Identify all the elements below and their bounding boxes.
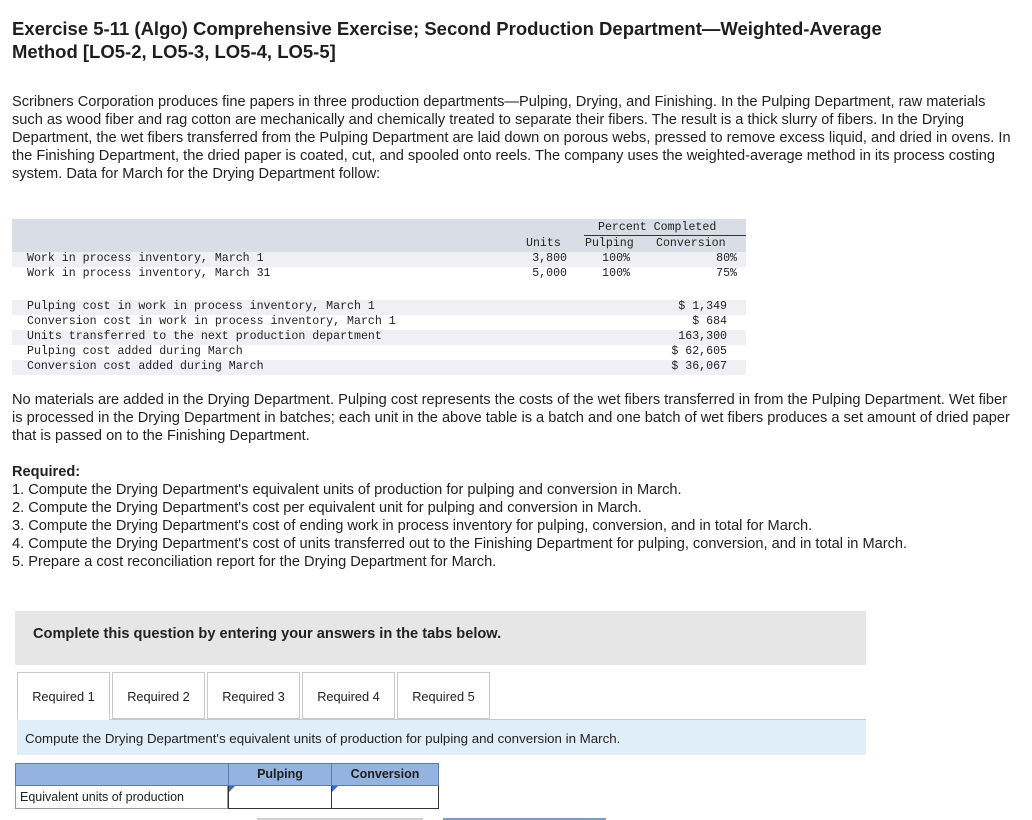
required-item: 4. Compute the Drying Department's cost of units transferred out to the Finishing Department for pulping, conversion, and in total in March. xyxy=(12,536,908,552)
cost-row-label: Conversion cost added during March xyxy=(27,360,264,373)
wip-row-units: 3,800 xyxy=(532,252,567,265)
answer-header-pulping: Pulping xyxy=(228,763,332,786)
wip-row-conversion: 80% xyxy=(716,252,737,265)
input-marker-icon xyxy=(332,786,338,792)
tab-required-4[interactable]: Required 4 xyxy=(302,672,395,719)
col-pulping-header: Pulping xyxy=(585,237,634,250)
equivalent-units-label: Equivalent units of production xyxy=(15,786,228,809)
cost-row-value: $ 62,605 xyxy=(671,345,727,358)
instruction-text: Compute the Drying Department's equivalent units of production for pulping and conversion in March. xyxy=(25,731,621,746)
title-line-1: Exercise 5-11 (Algo) Comprehensive Exercise; Second Production Department—Weighted-Average xyxy=(12,18,882,39)
required-item: 1. Compute the Drying Department's equivalent units of production for pulping and conversion in March. xyxy=(12,482,682,498)
cost-row-label: Pulping cost added during March xyxy=(27,345,243,358)
pulping-equivalent-units-input[interactable] xyxy=(229,786,331,808)
required-list xyxy=(12,481,1012,571)
answer-header-conversion: Conversion xyxy=(331,763,439,786)
page-title xyxy=(12,17,1012,63)
process-description: No materials are added in the Drying Department. Pulping cost represents the costs of the wet fibers transferred in from the Pulping Department. Wet fiber is processed in the Drying Department in batches; each unit in the above table is a batch and one batch of wet fibers produces a set amount of dried paper that is passed on to the Finishing Department. xyxy=(12,392,1010,444)
col-conversion-header: Conversion xyxy=(656,237,726,250)
complete-prompt: Complete this question by entering your answers in the tabs below. xyxy=(33,626,502,642)
tab-required-3[interactable]: Required 3 xyxy=(207,672,300,719)
tab-required-1[interactable]: Required 1 xyxy=(17,672,110,720)
wip-row-label: Work in process inventory, March 1 xyxy=(27,252,264,265)
cost-row-value: $ 36,067 xyxy=(671,360,727,373)
required-item: 3. Compute the Drying Department's cost of ending work in process inventory for pulping, conversion, and in total for March. xyxy=(12,518,813,534)
wip-row-pulping: 100% xyxy=(602,252,630,265)
cost-row-label: Units transferred to the next production department xyxy=(27,330,382,343)
complete-prompt-box xyxy=(15,611,866,665)
wip-row-pulping: 100% xyxy=(602,267,630,280)
wip-row-units: 5,000 xyxy=(532,267,567,280)
answer-header-blank xyxy=(15,763,229,786)
required-heading: Required: xyxy=(12,464,81,480)
percent-completed-header: Percent Completed xyxy=(598,221,717,234)
intro-paragraph: Scribners Corporation produces fine papers in three production departments—Pulping, Drying, and Finishing. In the Pulping Department, raw materials such as wood fiber and rag cotton are mechanically and chemically treated to separate their fibers. The result is a thick slurry of fibers. In the Drying Department, the wet fibers transferred from the Pulping Department are laid down on porous webs, pressed to remove excess liquid, and dried in ovens. In the Finishing Department, the dried paper is coated, cut, and spooled onto reels. The company uses the weighted-average method in its process costing system. Data for March for the Drying Department follow: xyxy=(12,94,1011,182)
pulping-equivalent-units-input-cell xyxy=(228,786,332,809)
instruction-bar xyxy=(17,720,866,755)
cost-row-value: 163,300 xyxy=(678,330,727,343)
cost-row-label: Conversion cost in work in process inventory, March 1 xyxy=(27,315,396,328)
cost-row-value: $ 684 xyxy=(692,315,727,328)
cost-row-value: $ 1,349 xyxy=(678,300,727,313)
tab-required-5[interactable]: Required 5 xyxy=(397,672,490,719)
tab-required-2[interactable]: Required 2 xyxy=(112,672,205,719)
conversion-equivalent-units-input-cell xyxy=(331,786,439,809)
required-item: 2. Compute the Drying Department's cost per equivalent unit for pulping and conversion in March. xyxy=(12,500,642,516)
conversion-equivalent-units-input[interactable] xyxy=(332,786,438,808)
cost-row-label: Pulping cost in work in process inventory, March 1 xyxy=(27,300,375,313)
required-item: 5. Prepare a cost reconciliation report for the Drying Department for March. xyxy=(12,554,497,570)
title-line-2: Method [LO5-2, LO5-3, LO5-4, LO5-5] xyxy=(12,41,336,62)
wip-row-label: Work in process inventory, March 31 xyxy=(27,267,271,280)
wip-row-conversion: 75% xyxy=(716,267,737,280)
col-units-header: Units xyxy=(526,237,561,250)
input-marker-icon xyxy=(229,786,235,792)
